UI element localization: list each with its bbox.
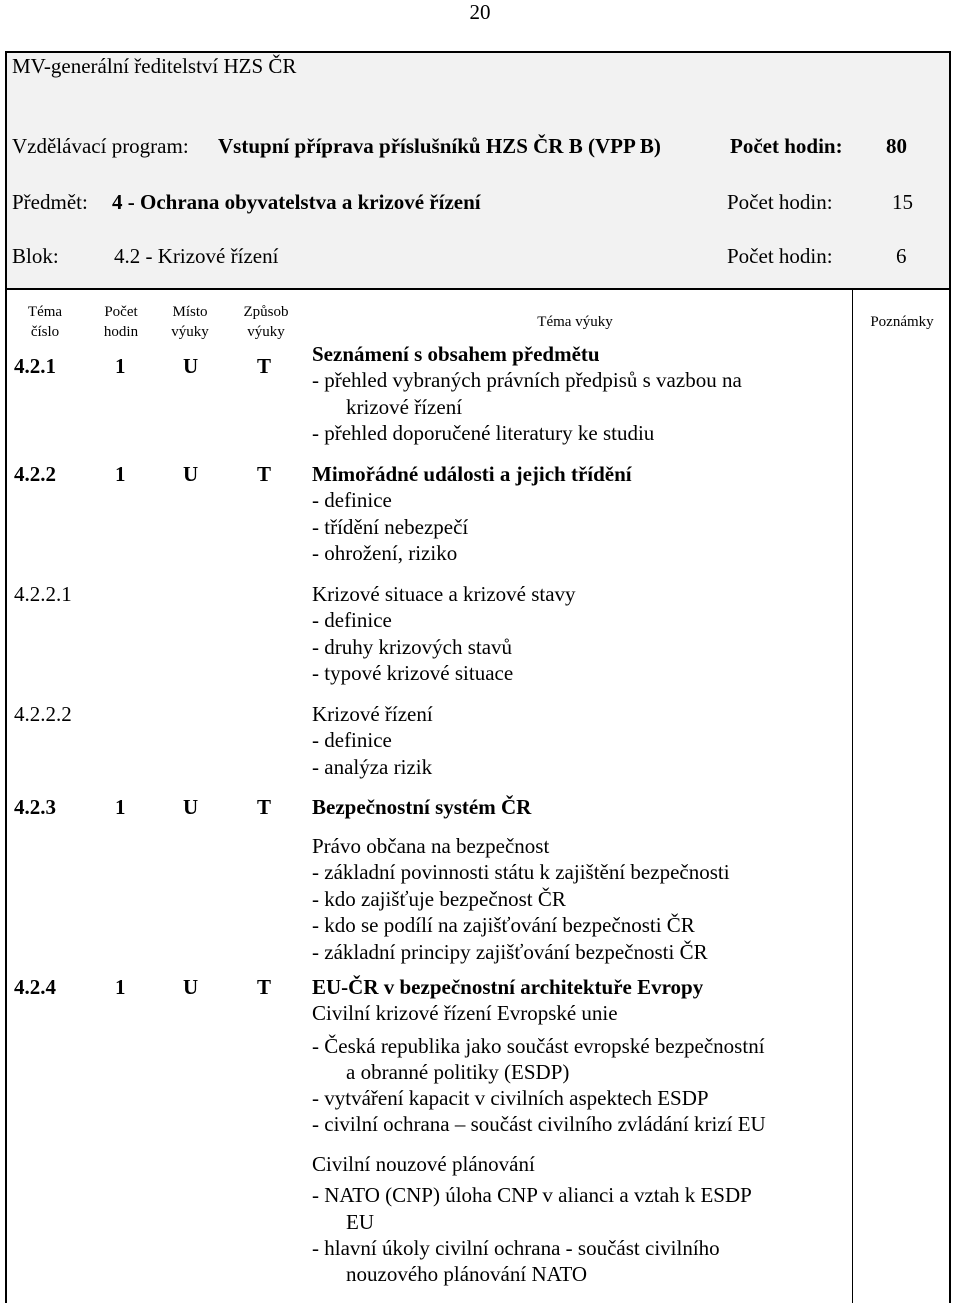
topic-item: - přehled doporučené literatury ke studiu — [312, 421, 655, 445]
topic-item: - analýza rizik — [312, 755, 433, 779]
topic-item: - základní principy zajišťování bezpečnosti ČR — [312, 940, 708, 964]
topic-item: - Česká republika jako součást evropské bezpečnostní — [312, 1034, 765, 1058]
subject-label: Předmět: — [12, 190, 88, 214]
topic-title: Bezpečnostní systém ČR — [312, 795, 532, 819]
topic-place: U — [183, 795, 199, 819]
topic-subtitle: Civilní nouzové plánování — [312, 1152, 535, 1176]
topic-item: - typové krizové situace — [312, 661, 514, 685]
column-header-method: Způsob výuky — [243, 304, 289, 340]
topic-method: T — [257, 462, 272, 486]
topic-item: a obranné politiky (ESDP) — [346, 1060, 570, 1084]
topic-method: T — [257, 975, 272, 999]
topic-subtitle: Právo občana na bezpečnost — [312, 834, 550, 858]
topic-number: 4.2.2.2 — [14, 702, 72, 726]
notes-column-divider — [852, 290, 853, 1303]
topic-number: 4.2.1 — [14, 354, 56, 378]
program-label: Vzdělávací program: — [12, 134, 189, 158]
topic-place: U — [183, 975, 199, 999]
topic-hours: 1 — [115, 975, 126, 999]
topic-item: krizové řízení — [346, 395, 463, 419]
topic-item: - kdo se podílí na zajišťování bezpečnosti ČR — [312, 913, 695, 937]
topic-item: - kdo zajišťuje bezpečnost ČR — [312, 887, 566, 911]
topic-title: EU-ČR v bezpečnostní architektuře Evropy — [312, 975, 704, 999]
column-header-topic: Téma výuky — [537, 314, 613, 330]
program-hours: 80 — [886, 134, 907, 158]
topic-title: Krizové situace a krizové stavy — [312, 582, 576, 606]
page-number: 20 — [469, 0, 491, 24]
topic-hours: 1 — [115, 354, 126, 378]
topic-item: - základní povinnosti státu k zajištění bezpečnosti — [312, 860, 730, 884]
topic-item: - civilní ochrana – součást civilního zvládání krizí EU — [312, 1112, 766, 1136]
block-label: Blok: — [12, 244, 59, 268]
topic-number: 4.2.4 — [14, 975, 56, 999]
topic-item: EU — [346, 1210, 374, 1234]
topic-title: Mimořádné události a jejich třídění — [312, 462, 632, 486]
column-header-hours: Počet hodin — [103, 304, 139, 340]
topic-item: - vytváření kapacit v civilních aspektech ESDP — [312, 1086, 709, 1110]
topic-place: U — [183, 462, 199, 486]
topic-title: Seznámení s obsahem předmětu — [312, 342, 600, 366]
program-name: Vstupní příprava příslušníků HZS ČR B (VPP B) — [218, 134, 661, 158]
subject-hours: 15 — [892, 190, 913, 214]
topic-item: - druhy krizových stavů — [312, 635, 513, 659]
topic-hours: 1 — [115, 462, 126, 486]
topic-item: nouzového plánování NATO — [346, 1262, 588, 1286]
topic-title: Krizové řízení — [312, 702, 433, 726]
column-header-topic-no: Téma číslo — [27, 304, 63, 340]
topic-number: 4.2.3 — [14, 795, 56, 819]
subject-hours-label: Počet hodin: — [727, 190, 833, 214]
program-hours-label: Počet hodin: — [730, 134, 843, 158]
block-hours: 6 — [896, 244, 907, 268]
block-name: 4.2 - Krizové řízení — [114, 244, 279, 268]
column-header-notes: Poznámky — [870, 314, 934, 330]
topic-number: 4.2.2.1 — [14, 582, 72, 606]
topic-item: - hlavní úkoly civilní ochrana - součást civilního — [312, 1236, 720, 1260]
topic-place: U — [183, 354, 199, 378]
topic-item: - NATO (CNP) úloha CNP v alianci a vztah k ESDP — [312, 1183, 752, 1207]
topic-subtitle: Civilní krizové řízení Evropské unie — [312, 1001, 618, 1025]
organization-name: MV-generální ředitelství HZS ČR — [12, 54, 297, 78]
topic-item: - definice — [312, 608, 392, 632]
topic-number: 4.2.2 — [14, 462, 56, 486]
topic-item: - definice — [312, 728, 392, 752]
topic-method: T — [257, 795, 272, 819]
column-header-place: Místo výuky — [171, 304, 209, 340]
topic-item: - třídění nebezpečí — [312, 515, 469, 539]
block-hours-label: Počet hodin: — [727, 244, 833, 268]
topic-hours: 1 — [115, 795, 126, 819]
topic-item: - ohrožení, riziko — [312, 541, 458, 565]
subject-name: 4 - Ochrana obyvatelstva a krizové řízení — [112, 190, 481, 214]
topic-method: T — [257, 354, 272, 378]
topic-item: - definice — [312, 488, 392, 512]
topic-item: - přehled vybraných právních předpisů s vazbou na — [312, 368, 742, 392]
